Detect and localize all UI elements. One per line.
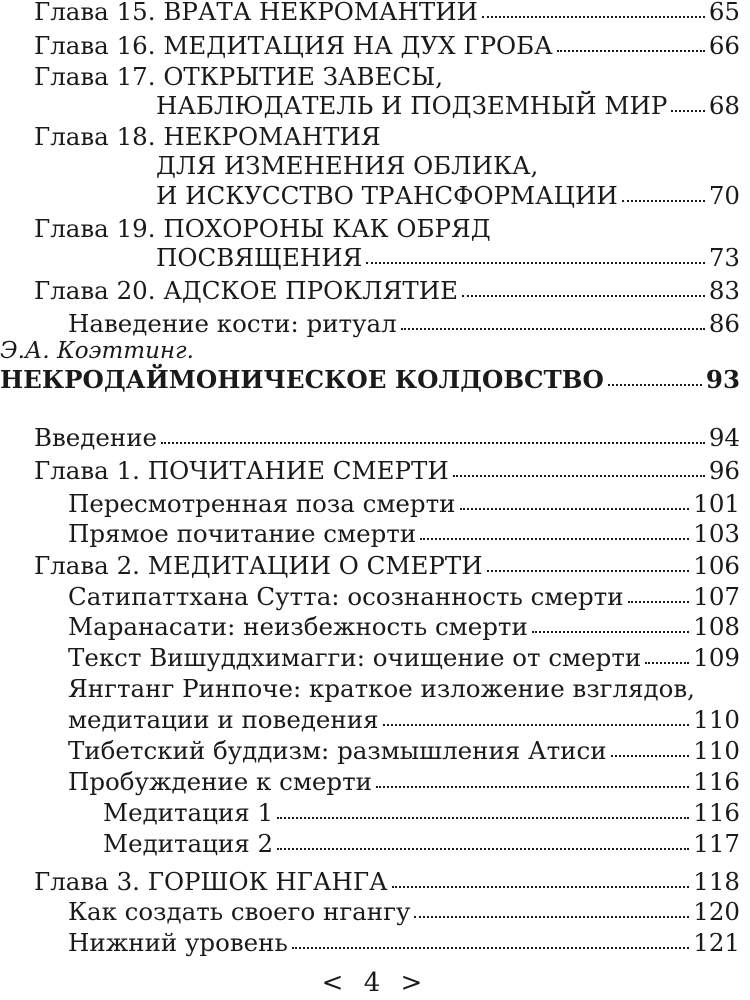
toc-page-number: 117: [693, 829, 740, 858]
toc-page-number: 86: [708, 309, 740, 338]
dot-leader: [671, 109, 704, 112]
dot-leader: [292, 946, 689, 949]
dot-leader: [366, 261, 704, 264]
dot-leader: [420, 537, 689, 540]
toc-page-number: 107: [693, 582, 740, 611]
dot-leader: [628, 600, 690, 603]
toc-entry-label: НАБЛЮДАТЕЛЬ И ПОДЗЕМНЫЙ МИР: [156, 91, 668, 120]
dot-leader: [482, 15, 705, 18]
page-number: < 4 >: [321, 968, 429, 998]
toc-page-number: 83: [708, 276, 740, 305]
toc-page-number: 103: [693, 519, 740, 548]
toc-page-number: 120: [693, 897, 740, 926]
dot-leader: [532, 630, 689, 633]
toc-page-number: 68: [708, 91, 740, 120]
toc-page-number: 110: [693, 705, 740, 734]
toc-page-number: 96: [708, 456, 740, 485]
toc-entry-label: Глава 17. ОТКРЫТИЕ ЗАВЕСЫ,: [34, 62, 444, 91]
dot-leader: [414, 915, 689, 918]
toc-entry: [0, 420, 750, 456]
toc-entry-label: Пробуждение к смерти: [68, 767, 372, 796]
section-title-label: НЕКРОДАЙМОНИЧЕСКОЕ КОЛДОВСТВО: [0, 365, 604, 394]
dot-leader: [277, 847, 689, 850]
toc-page-number: 118: [693, 867, 740, 896]
dot-leader: [622, 199, 705, 202]
toc-entry-label: Глава 18. НЕКРОМАНТИЯ: [34, 122, 381, 151]
toc-entry-label: Сатипаттхана Сутта: осознанность смерти: [68, 582, 624, 611]
dot-leader: [462, 294, 705, 297]
toc-entry-label: Медитация 1: [103, 798, 274, 827]
toc-entry-label: Тибетский буддизм: размышления Атиси: [68, 736, 607, 765]
toc-entry-label: Медитация 2: [103, 829, 274, 858]
dot-leader: [161, 441, 705, 444]
dot-leader: [383, 723, 690, 726]
toc-page-number: 66: [708, 31, 740, 60]
dot-leader: [611, 754, 690, 757]
toc-entry-label: ДЛЯ ИЗМЕНЕНИЯ ОБЛИКА,: [156, 151, 539, 180]
toc-page-number: 116: [693, 767, 740, 796]
toc-page-number: 101: [693, 489, 740, 518]
toc-page-number: 108: [693, 612, 740, 641]
toc-entry-label: Глава 1. ПОЧИТАНИЕ СМЕРТИ: [34, 456, 449, 485]
toc-entry-label: Нижний уровень: [68, 928, 288, 957]
toc-entry: [0, 0, 750, 30]
dot-leader: [401, 327, 705, 330]
dot-leader: [608, 383, 702, 386]
dot-leader: [487, 569, 690, 572]
toc-entry-label: Маранасати: неизбежность смерти: [68, 612, 528, 641]
dot-leader: [557, 49, 705, 52]
dot-leader: [645, 661, 689, 664]
toc-page-number: 121: [693, 928, 740, 957]
toc-entry-label: Глава 2. МЕДИТАЦИИ О СМЕРТИ: [34, 551, 483, 580]
section-title: [0, 362, 750, 398]
toc-page-number: 93: [705, 365, 740, 394]
toc-entry: [0, 516, 750, 552]
toc-entry-label: И ИСКУССТВО ТРАНСФОРМАЦИИ: [156, 181, 618, 210]
toc-entry-label: Янгтанг Ринпоче: краткое изложение взглядов,: [68, 674, 695, 703]
toc-entry-label: Глава 19. ПОХОРОНЫ КАК ОБРЯД: [34, 214, 491, 243]
toc-entry-label: Наведение кости: ритуал: [68, 309, 397, 338]
toc-entry-label: ПОСВЯЩЕНИЯ: [156, 243, 363, 272]
toc-entry: [0, 925, 750, 961]
dot-leader: [392, 885, 690, 888]
toc-entry-label: Глава 20. АДСКОЕ ПРОКЛЯТИЕ: [34, 276, 458, 305]
toc-page-number: 109: [693, 643, 740, 672]
toc-entry-label: Глава 16. МЕДИТАЦИЯ НА ДУХ ГРОБА: [34, 31, 553, 60]
toc-page-number: 65: [708, 0, 740, 26]
toc-entry-label: Глава 15. ВРАТА НЕКРОМАНТИИ: [34, 0, 478, 26]
author-name: Э.А. Коэттинг.: [0, 338, 194, 364]
dot-leader: [453, 474, 705, 477]
toc-entry: [0, 453, 750, 489]
toc-entry-label: Пересмотренная поза смерти: [68, 489, 456, 518]
toc-entry-label: медитации и поведения: [68, 705, 379, 734]
toc-entry: [0, 826, 750, 862]
dot-leader: [277, 816, 689, 819]
toc-entry-label: Глава 3. ГОРШОК НГАНГА: [34, 867, 388, 896]
toc-page-number: 116: [693, 798, 740, 827]
toc-entry: [0, 273, 750, 309]
toc-entry: [0, 240, 750, 276]
dot-leader: [376, 785, 689, 788]
toc-page-number: 106: [693, 551, 740, 580]
dot-leader: [460, 507, 690, 510]
toc-entry: [0, 178, 750, 214]
toc-page-number: 70: [708, 181, 740, 210]
toc-entry-label: Прямое почитание смерти: [68, 519, 417, 548]
toc-page-number: 110: [693, 736, 740, 765]
toc-page-number: 73: [708, 243, 740, 272]
toc-page-number: 94: [708, 423, 740, 452]
toc-entry-label: Как создать своего нгангу: [68, 897, 411, 926]
toc-entry-label: Введение: [34, 423, 158, 452]
toc-entry-label: Текст Вишуддхимагги: очищение от смерти: [68, 643, 642, 672]
